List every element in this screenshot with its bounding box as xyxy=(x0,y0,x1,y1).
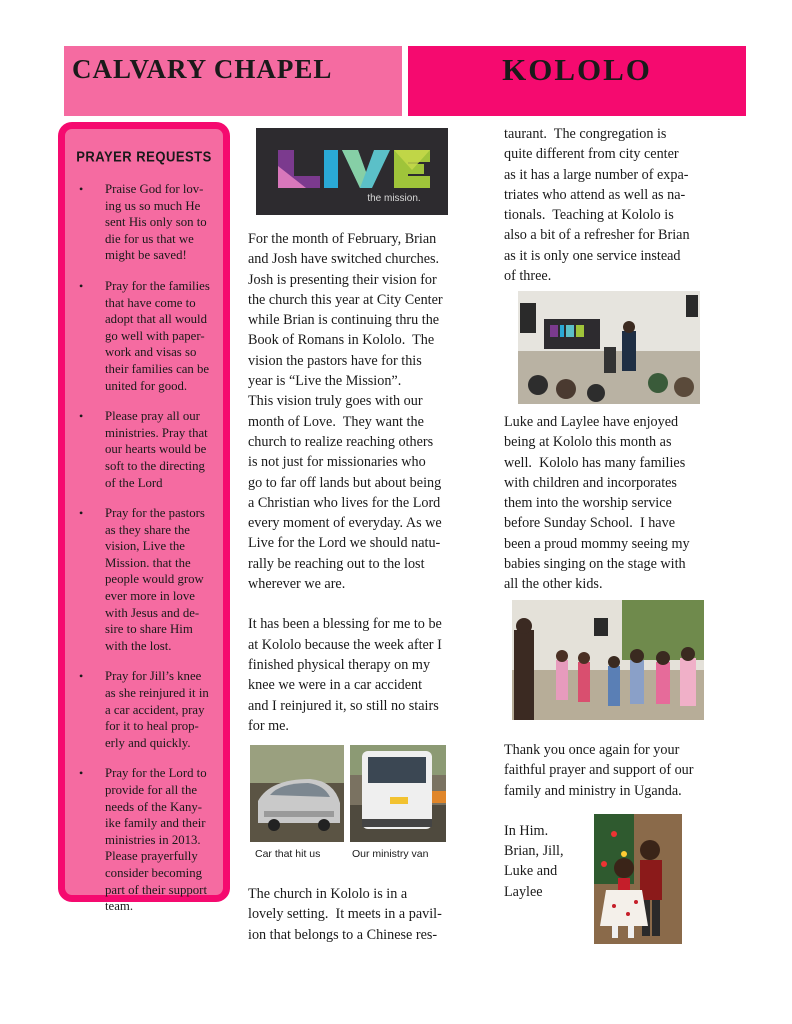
text-line: Live for the Lord we should natu- xyxy=(248,535,441,552)
text-line: wherever we are. xyxy=(248,576,346,593)
prayer-request-line: sire to share Him xyxy=(105,622,193,637)
photo-car-that-hit-us xyxy=(250,745,344,842)
prayer-request-line: ministries. Pray that xyxy=(105,425,208,440)
prayer-request-item xyxy=(73,408,219,491)
bullet-icon: • xyxy=(79,182,84,196)
text-line: family and ministry in Uganda. xyxy=(504,782,682,799)
paragraph-kololo-setting xyxy=(248,884,468,945)
text-line: month of Love. They want the xyxy=(248,413,424,430)
text-line: a Christian who lives for the Lord xyxy=(248,494,441,511)
prayer-request-item xyxy=(73,181,219,264)
paragraph-congregation xyxy=(504,124,722,286)
text-line: faithful prayer and support of our xyxy=(504,762,694,779)
text-line: with children and incorporates xyxy=(504,474,677,491)
header-banner-left xyxy=(64,46,402,116)
text-line: Brian, Jill, xyxy=(504,843,564,860)
prayer-request-line: soft to the directing xyxy=(105,458,205,473)
text-line: while Brian is continuing thru the xyxy=(248,312,440,329)
prayer-request-line: people would grow xyxy=(105,572,204,587)
prayer-request-line: vision, Live the xyxy=(105,539,185,554)
text-line: triates who attend as well as na- xyxy=(504,186,686,203)
text-line: been a proud mommy seeing my xyxy=(504,535,690,552)
article-column-3 xyxy=(504,124,722,286)
paragraph-knee-accident xyxy=(248,614,468,736)
text-line: also a bit of a refresher for Brian xyxy=(504,227,690,244)
prayer-request-line: for it to heal prop- xyxy=(105,719,199,734)
prayer-request-line: ike family and their xyxy=(105,816,206,831)
prayer-request-line: as they share the xyxy=(105,522,190,537)
prayer-request-line: Pray for the pastors xyxy=(105,506,205,521)
caption-car-that-hit-us: Car that hit us xyxy=(255,848,321,860)
prayer-request-line: work and visas so xyxy=(105,345,197,360)
text-line: Josh is presenting their vision for xyxy=(248,271,437,288)
text-line: Laylee xyxy=(504,883,543,900)
logo-tagline: the mission. xyxy=(367,193,421,204)
live-logo-graphic xyxy=(256,128,448,215)
prayer-request-line: our hearts would be xyxy=(105,442,207,457)
text-line: at Kololo because the week after I xyxy=(248,636,442,653)
prayer-request-line: their families can be xyxy=(105,361,210,376)
prayer-request-line: a car accident, pray xyxy=(105,702,205,717)
text-line: finished physical therapy on my xyxy=(248,656,431,673)
text-line: the church this year at City Center xyxy=(248,291,443,308)
prayer-request-item xyxy=(73,765,219,914)
prayer-request-line: of the Lord xyxy=(105,475,163,490)
text-line: For the month of February, Brian xyxy=(248,231,437,247)
text-line: before Sunday School. I have xyxy=(504,515,675,532)
logo-letter-i xyxy=(324,150,338,188)
prayer-request-line: sent His only son to xyxy=(105,215,207,230)
prayer-request-line: consider becoming xyxy=(105,865,203,880)
bullet-icon: • xyxy=(79,409,84,424)
prayer-requests-list xyxy=(73,181,219,929)
prayer-request-item xyxy=(73,505,219,654)
prayer-request-line: that have come to xyxy=(105,295,196,310)
prayer-request-line: go well with paper- xyxy=(105,328,205,343)
text-line: being at Kololo this month as xyxy=(504,434,672,451)
prayer-request-line: Pray for Jill’s knee xyxy=(105,669,202,684)
text-line: tionals. Teaching at Kololo is xyxy=(504,207,674,224)
prayer-request-line: united for good. xyxy=(105,378,188,393)
header-title-kololo: KOLOLO xyxy=(502,52,652,87)
prayer-request-item xyxy=(73,278,219,394)
prayer-request-line: Pray for the families xyxy=(105,278,210,293)
prayer-request-line: with Jesus and de- xyxy=(105,605,200,620)
text-line: lovely setting. It meets in a pavil- xyxy=(248,906,442,923)
text-line: This vision truly goes with our xyxy=(248,393,423,410)
text-line: taurant. The congregation is xyxy=(504,126,667,142)
text-line: Luke and xyxy=(504,863,558,880)
bullet-icon: • xyxy=(79,506,84,521)
text-line: every moment of everyday. As we xyxy=(248,515,442,532)
prayer-request-line: adopt that all would xyxy=(105,312,208,327)
caption-ministry-van: Our ministry van xyxy=(352,848,429,860)
header-title-calvary-chapel: CALVARY CHAPEL xyxy=(72,54,333,84)
text-line: Thank you once again for your xyxy=(504,742,680,758)
prayer-request-line: Mission. that the xyxy=(105,555,191,570)
text-line: well. Kololo has many families xyxy=(504,454,686,471)
article-column-3-kids xyxy=(504,412,722,595)
text-line: rally be reaching out to the lost xyxy=(248,555,425,572)
text-line: and I reinjured it, so still no stairs xyxy=(248,697,439,714)
photo-ministry-van xyxy=(350,745,446,842)
text-line: them into the worship service xyxy=(504,495,672,512)
text-line: Luke and Laylee have enjoyed xyxy=(504,414,679,430)
text-line: as it has a large number of expa- xyxy=(504,166,689,183)
prayer-requests-heading: PRAYER REQUESTS xyxy=(76,148,212,165)
text-line: is not just for missionaries who xyxy=(248,454,426,471)
text-line: all the other kids. xyxy=(504,576,603,593)
paragraph-luke-and-laylee xyxy=(504,412,722,595)
paragraph-february-vision xyxy=(248,229,468,594)
photo-pavilion-service xyxy=(518,291,700,404)
text-line: knee we were in a car accident xyxy=(248,677,423,694)
prayer-request-line: team. xyxy=(105,899,134,914)
text-line: quite different from city center xyxy=(504,146,679,163)
text-line: babies singing on the stage with xyxy=(504,556,686,573)
article-column-2-continued xyxy=(248,884,468,945)
text-line: of three. xyxy=(504,268,552,285)
prayer-request-line: Praise God for lov- xyxy=(105,182,204,196)
live-the-mission-logo xyxy=(256,128,448,215)
text-line: as it is only one service instead xyxy=(504,247,681,264)
text-line: The church in Kololo is in a xyxy=(248,886,408,902)
bullet-icon: • xyxy=(79,669,84,684)
bullet-icon: • xyxy=(79,278,84,293)
text-line: go to far off lands but about being xyxy=(248,474,442,491)
prayer-request-line: needs of the Kany- xyxy=(105,799,203,814)
prayer-request-line: provide for all the xyxy=(105,783,198,797)
text-line: In Him. xyxy=(504,822,549,839)
prayer-request-line: part of their support xyxy=(105,882,207,897)
prayer-request-line: erly and quickly. xyxy=(105,735,191,750)
prayer-request-line: ing us so much He xyxy=(105,198,201,213)
prayer-requests-sidebar xyxy=(58,122,230,914)
text-line: year is “Live the Mission”. xyxy=(248,373,402,390)
text-line: and Josh have switched churches. xyxy=(248,251,440,268)
prayer-request-line: ever more in love xyxy=(105,589,195,604)
prayer-request-line: might be saved! xyxy=(105,248,187,263)
signoff xyxy=(504,821,594,902)
text-line: church to realize reaching others xyxy=(248,433,434,450)
bullet-icon: • xyxy=(79,766,84,781)
prayer-request-line: Please pray all our xyxy=(105,409,200,424)
text-line: It has been a blessing for me to be xyxy=(248,616,442,633)
text-line: for me. xyxy=(248,717,289,734)
photo-luke-and-laylee xyxy=(594,814,682,944)
prayer-request-item xyxy=(73,668,219,751)
text-line: Book of Romans in Kololo. The xyxy=(248,332,435,349)
text-line: ion that belongs to a Chinese res- xyxy=(248,926,438,943)
article-column-2 xyxy=(248,229,468,736)
prayer-request-line: with the lost. xyxy=(105,638,172,653)
prayer-request-line: ministries in 2013. xyxy=(105,832,201,847)
text-line: vision the pastors have for this xyxy=(248,352,422,369)
prayer-request-line: Pray for the Lord to xyxy=(105,766,207,781)
prayer-request-line: Please prayerfully xyxy=(105,849,198,864)
header-banner-right xyxy=(408,46,746,116)
paragraph-thank-you xyxy=(504,740,722,801)
photo-children-singing xyxy=(512,600,704,720)
prayer-request-line: as she reinjured it in xyxy=(105,686,209,701)
prayer-request-line: die for us that we xyxy=(105,231,194,246)
